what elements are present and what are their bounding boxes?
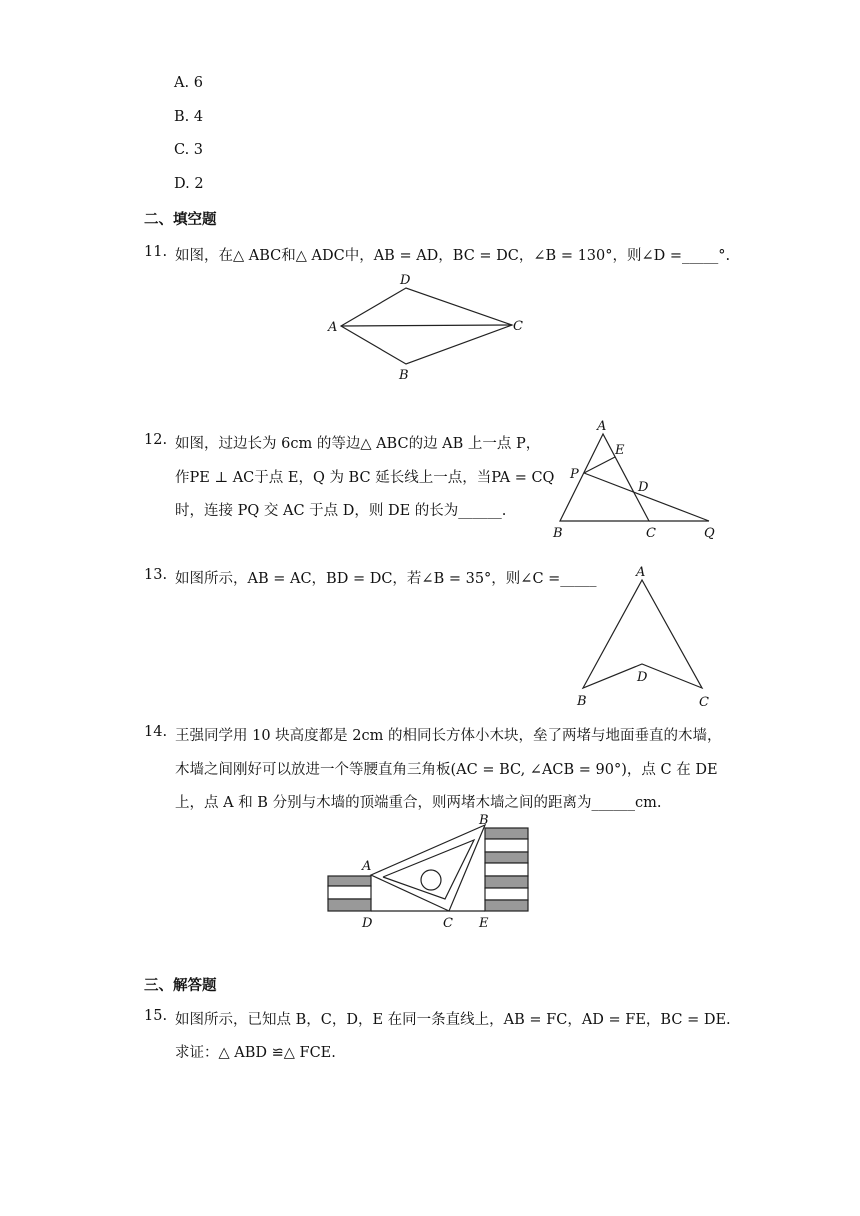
label-d: D bbox=[638, 480, 649, 495]
right-wall-block bbox=[485, 839, 528, 852]
section-title-solve: 三、解答题 bbox=[144, 978, 217, 994]
question-11-number: 11. bbox=[144, 244, 168, 260]
label-a: A bbox=[636, 565, 646, 580]
label-b: B bbox=[479, 813, 489, 828]
right-wall-block bbox=[485, 863, 528, 876]
label-e: E bbox=[615, 443, 625, 458]
triangle-hole bbox=[421, 870, 441, 890]
question-15-line-2: 求证：△ ABD ≌△ FCE. bbox=[175, 1045, 336, 1061]
question-15-line-1: 如图所示，已知点 B，C，D，E 在同一条直线上，AB = FC，AD = FE，BC = DE. bbox=[175, 1012, 731, 1028]
left-wall-block bbox=[328, 899, 371, 911]
question-12-number: 12. bbox=[144, 432, 168, 448]
question-14-line-3: 上，点 A 和 B 分别与木墙的顶端重合，则两堵木墙之间的距离为______cm. bbox=[175, 795, 662, 811]
question-12-line-3: 时，连接 PQ 交 AC 于点 D，则 DE 的长为______. bbox=[175, 503, 507, 519]
section-title-fill-in: 二、填空题 bbox=[144, 212, 217, 228]
triangle-abc bbox=[371, 825, 485, 911]
question-12-figure bbox=[548, 412, 724, 542]
question-14-figure bbox=[322, 810, 538, 932]
label-a: A bbox=[328, 320, 338, 335]
question-11-figure bbox=[320, 268, 530, 384]
label-c: C bbox=[443, 916, 453, 931]
label-b: B bbox=[577, 694, 587, 709]
label-d: D bbox=[637, 670, 648, 685]
option-d: D. 2 bbox=[174, 176, 204, 192]
label-b: B bbox=[553, 526, 563, 541]
label-a: A bbox=[597, 419, 607, 434]
option-b: B. 4 bbox=[174, 109, 204, 125]
question-13-text: 如图所示，AB = AC，BD = DC，若∠B = 35°，则∠C =_____ bbox=[175, 571, 597, 587]
option-c: C. 3 bbox=[174, 142, 204, 158]
question-12-line-2: 作PE ⊥ AC于点 E，Q 为 BC 延长线上一点，当PA = CQ bbox=[175, 470, 555, 486]
label-e: E bbox=[479, 916, 489, 931]
question-13-number: 13. bbox=[144, 567, 168, 583]
left-wall-block bbox=[328, 876, 371, 886]
label-q: Q bbox=[704, 526, 715, 541]
right-wall-block bbox=[485, 900, 528, 911]
right-wall-block bbox=[485, 852, 528, 863]
right-wall-block bbox=[485, 876, 528, 888]
right-wall-block bbox=[485, 888, 528, 900]
question-14-number: 14. bbox=[144, 724, 168, 740]
label-c: C bbox=[513, 319, 523, 334]
question-14-line-2: 木墙之间刚好可以放进一个等腰直角三角板(AC = BC, ∠ACB = 90°)，点 C 在 DE bbox=[175, 762, 718, 778]
segment-pe bbox=[584, 457, 615, 473]
label-a: A bbox=[362, 859, 372, 874]
label-c: C bbox=[646, 526, 656, 541]
question-12-line-1: 如图，过边长为 6cm 的等边△ ABC的边 AB 上一点 P， bbox=[175, 436, 541, 452]
question-13-figure bbox=[570, 560, 720, 712]
label-d: D bbox=[400, 273, 411, 288]
diagonal-ac bbox=[341, 325, 512, 326]
left-wall-block bbox=[328, 886, 371, 899]
question-15-number: 15. bbox=[144, 1008, 168, 1024]
question-14-line-1: 王强同学用 10 块高度都是 2cm 的相同长方体小木块，垒了两堵与地面垂直的木墙， bbox=[175, 728, 722, 744]
label-d: D bbox=[362, 916, 373, 931]
label-b: B bbox=[399, 368, 409, 383]
right-wall-block bbox=[485, 828, 528, 839]
option-a: A. 6 bbox=[174, 75, 203, 91]
question-11-text: 如图，在△ ABC和△ ADC中，AB = AD，BC = DC，∠B = 130°，则∠D =_____°. bbox=[175, 248, 731, 264]
label-p: P bbox=[570, 467, 579, 482]
label-c: C bbox=[699, 695, 709, 710]
